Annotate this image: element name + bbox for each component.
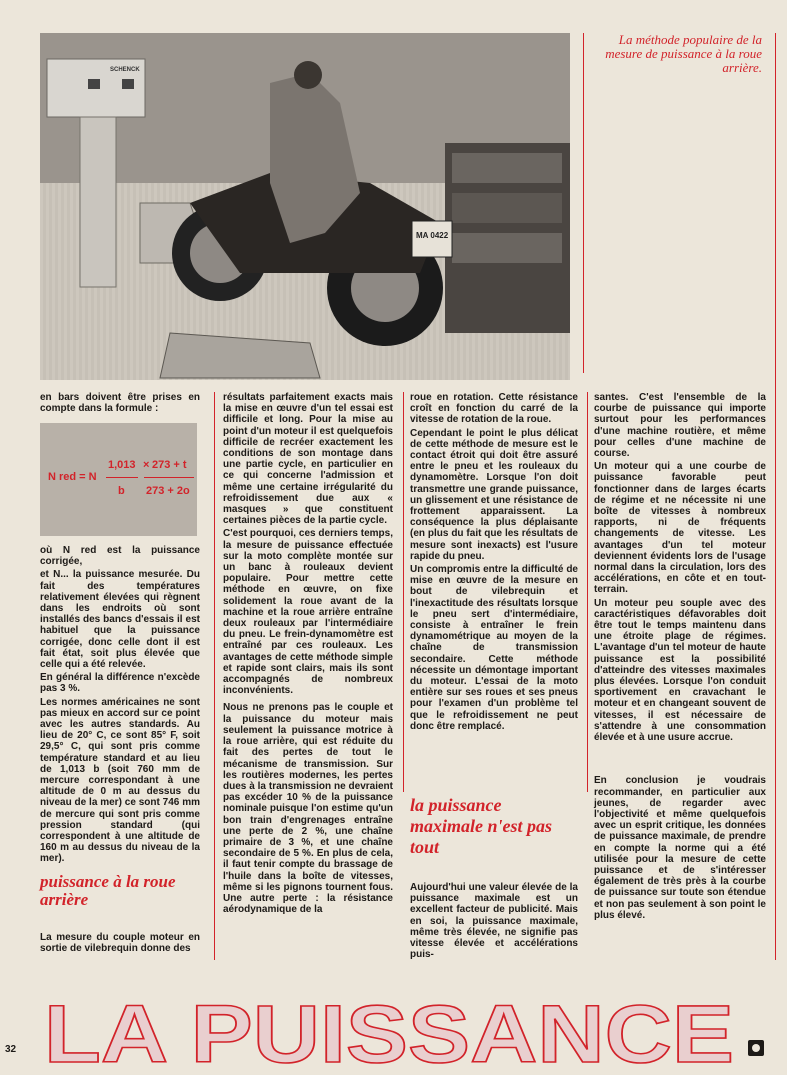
publisher-logo-icon bbox=[748, 1040, 764, 1056]
column-1-top bbox=[40, 392, 200, 416]
column-3-bottom bbox=[410, 882, 578, 962]
col1-paragraph-3: et N... la puissance mesurée. Du fait des températures relativement élevées qui règnent dans les endroits où sont installés des bancs d'essais il est habituel que la puissance corrigée, donc celle dont il est fait état, soit plus élevée que celle qui a été relevée. bbox=[40, 569, 200, 671]
formula-box bbox=[40, 423, 197, 536]
banner-title bbox=[36, 990, 748, 1070]
column-4 bbox=[594, 392, 766, 923]
page-number: 32 bbox=[5, 1044, 17, 1055]
col3-paragraph-3: Un compromis entre la difficulté de mise en œuvre de la mesure en bout de vilebrequin et l'inexactitude des résultats lorsque le pneu sert d'intermédiaire, consiste à entraîner le frein dynamométrique au moyen de la chaîne de transmission secondaire. Cette méthode nécessite un démontage important du moteur. L'essai de la moto entière sur ses roues et ses pneus pour l'examen d'un problème tel que le refroidissement ne peut donc être remplacé. bbox=[410, 564, 578, 732]
col1-paragraph-6: La mesure du couple moteur en sortie de vilebrequin donne des bbox=[40, 932, 200, 955]
col4-paragraph-1: santes. C'est l'ensemble de la courbe de puissance qui importe surtout pour les performances d'une machine routière, et même pour celles d'une machine de course. bbox=[594, 392, 766, 460]
col1-paragraph-1: en bars doivent être prises en compte dans la formule : bbox=[40, 392, 200, 415]
col2-paragraph-3: Nous ne prenons pas le couple et la puissance du moteur mais seulement la puissance motrice à la roue arrière, qui est réduite du fait des pertes de tout le mécanisme de transmission. Sur les routières modernes, les pertes dues à la transmission ne devraient pas excéder 10 % de la puissance nominale puisque l'on estime qu'un bon train d'engrenages entraîne une perte de 2 %, une chaîne primaire de 3 %, et une chaîne secondaire de 5 %. En plus de cela, il faut tenir compte du brassage de l'huile dans la boîte de vitesses, même si les pignons tournent fous. Une autre perte : la résistance aérodynamique de la bbox=[223, 702, 393, 916]
col4-paragraph-3: Un moteur peu souple avec des caractéristiques défavorables doit être tout le temps maintenu dans une étroite plage de régimes. L'avantage d'un tel moteur de haute puissance est la possibilité d'atteindre des vitesses maximales plus élevées. Lorsque l'on conduit sportivement en cravachant le moteur et en changeant souvent de vitesses, il est nécessaire de s'attendre à une consommation élevée et à une usure accrue. bbox=[594, 597, 766, 744]
col1-paragraph-5: Les normes américaines ne sont pas mieux en accord sur ce point avec les autres standards. Au lieu de 20° C, ce sont 85° F, soit 29,5° C, qui sont pris comme température standard et au lieu de 1,013 b (soit 760 mm de mercure correspondant à une altitude de 0 m au dessus du niveau de la mer) ce sont 746 mm de mercure qui sont pris comme pression standard (qui correspondent à une altitude de 160 m au dessus du niveau de la mer). bbox=[40, 696, 200, 865]
col2-paragraph-1: résultats parfaitement exacts mais la mise en œuvre d'un tel essai est difficile et long. Pour la mise au point d'un moteur il est quelquefois difficile de recréer exactement les conditions de son montage dans une partie cycle, en particulier en ce qui concerne l'admission et même une certaine irrégularité du refroidissement due aux « masques » que constituent certaines pièces de la partie cycle. bbox=[223, 392, 393, 527]
heading-roue-arriere: puissance à la roue arrière bbox=[40, 872, 176, 909]
col3-paragraph-1: roue en rotation. Cette résistance croît en fonction du carré de la vitesse de rotation de la roue. bbox=[410, 392, 578, 426]
col4-paragraph-4: En conclusion je voudrais recommander, en particulier aux jeunes, de regarder avec l'objectivité et même quelquefois avec un esprit critique, les données de puissance maximale, de prendre en compte la norme qui a été utilisée pour la mesure de cette puissance et de s'intéresser également de très près à la courbe de puissance sur toute son étendue et non pas seulement à son point le plus élevé. bbox=[594, 775, 766, 921]
license-plate: MA 0422 bbox=[416, 231, 449, 240]
formula-den1: b bbox=[118, 485, 125, 497]
caption-rule bbox=[583, 33, 584, 373]
fraction-bar-2 bbox=[144, 477, 194, 478]
photo-caption: La méthode populaire de la mesure de puissance à la roue arrière. bbox=[605, 32, 762, 75]
formula-num2: 273 + t bbox=[152, 459, 187, 471]
photo-scene bbox=[40, 33, 570, 380]
right-rule bbox=[775, 33, 776, 960]
column-2 bbox=[223, 392, 393, 917]
col2-paragraph-2: C'est pourquoi, ces derniers temps, la mesure de puissance effectuée sur la moto complète montée sur un banc à rouleaux devient populaire. Pour mettre cette méthode en œuvre, on fixe solidement la roue avant de la machine et la roue arrière entraîne deux rouleaux par l'intermédiaire du pneu. Le frein-dynamomètre est entraîné par ces rouleaux. Les avantages de cette méthode simple et rapide sont clairs, mais ils sont accompagnés de nombreux inconvénients. bbox=[223, 528, 393, 697]
device-label: SCHENCK bbox=[110, 67, 140, 73]
fraction-bar-1 bbox=[106, 477, 138, 478]
heading-puissance-maximale: la puissance maximale n'est pas tout bbox=[410, 795, 553, 857]
column-rule-1 bbox=[214, 392, 215, 960]
col3-paragraph-4: Aujourd'hui une valeur élevée de la puissance maximale est un excellent facteur de publicité. Mais en soi, la puissance maximale, même très élevée, ne signifie pas vitesse élevée et accélérations puis- bbox=[410, 882, 578, 961]
formula-lhs: N red = N bbox=[48, 471, 97, 483]
col3-paragraph-2: Cependant le point le plus délicat de cette méthode de mesure est le contact étroit qui doit être assuré entre le pneu et les rouleaux du dynamomètre. Lorsque l'on doit transmettre une grande puissance, un glissement et une résistance de frottement apparaissent. La conséquence la plus déplaisante (en plus du fait que les résultats de mesure sont inexacts) est l'usure rapide du pneu. bbox=[410, 427, 578, 562]
col1-paragraph-2: où N red est la puissance corrigée, bbox=[40, 545, 200, 568]
formula-times: × bbox=[143, 459, 150, 471]
column-rule-3 bbox=[587, 392, 588, 792]
column-rule-2 bbox=[403, 392, 404, 792]
column-1 bbox=[40, 545, 200, 867]
formula-num1: 1,013 bbox=[108, 459, 136, 471]
col1-paragraph-4: En général la différence n'excède pas 3 %. bbox=[40, 672, 200, 695]
formula-den2: 273 + 2o bbox=[146, 485, 190, 497]
motorcycle-dyno-photo bbox=[40, 33, 570, 380]
col4-paragraph-2: Un moteur qui a une courbe de puissance favorable peut fonctionner dans de larges écarts de régime et ne nécessite ni une boîte de vitesses à nombreux rapports, ni de fréquents changements de vitesse. Les avantages d'un tel moteur deviennent évidents lors de l'usage normal dans la circulation, lors des accélérations, en côte et en tout-terrain. bbox=[594, 461, 766, 596]
banner-text: LA PUISSANCE bbox=[44, 990, 734, 1070]
column-3 bbox=[410, 392, 578, 734]
column-1-bottom bbox=[40, 932, 200, 956]
